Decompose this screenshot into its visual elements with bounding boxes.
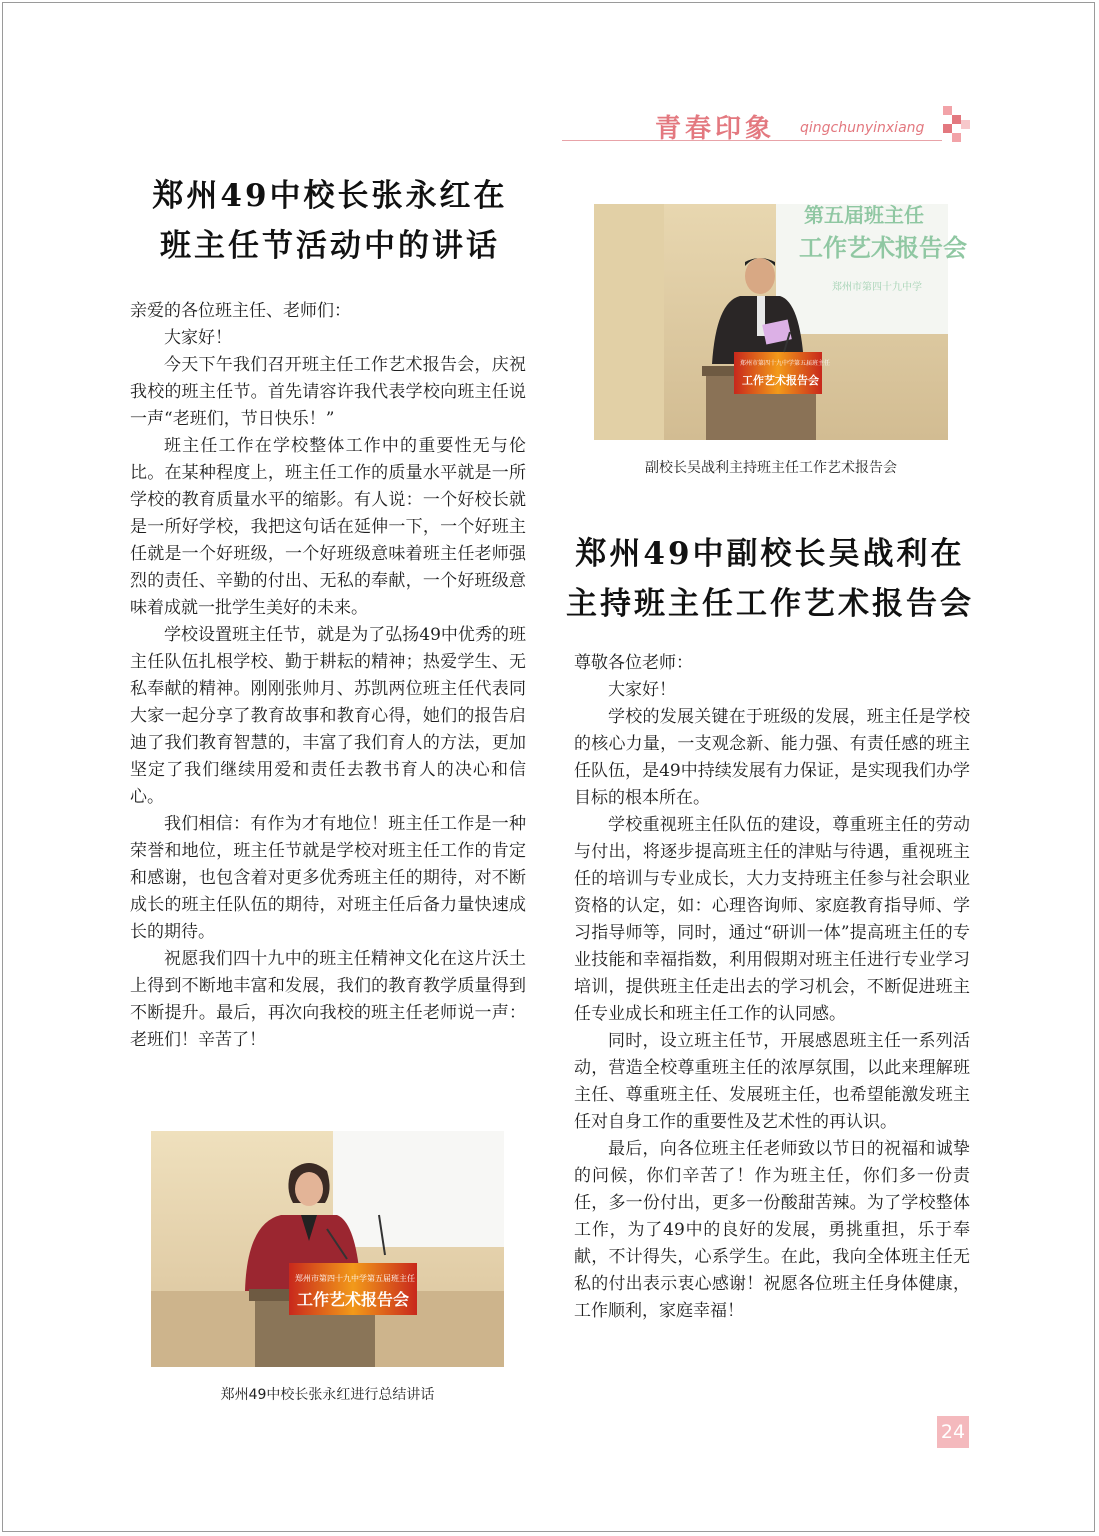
podium-banner-small-text: 郑州市第四十九中学第五届班主任 [295,1274,415,1283]
podium-banner-small-text: 郑州市第四十九中学第五届班主任 [740,360,831,367]
article1-paragraph: 学校设置班主任节，就是为了弘扬49中优秀的班主任队伍扎根学校、勤于耕耘的精神；热爱学生、无私奉献的精神。刚刚张帅月、苏凯两位班主任代表同大家一起分享了教育故事和教育心得，她们的报告启迪了我们教育智慧的，丰富了我们育人的方法，更加坚定了我们继续用爱和责任去教书育人的决心和信心。 [130,625,526,807]
article1-title-line2: 班主任节活动中的讲话 [160,228,500,264]
article1-title-line1: 郑州49中校长张永红在 [152,178,508,214]
podium-banner-text: 工作艺术报告会 [742,374,819,387]
article2-paragraph: 尊敬各位老师： [574,653,693,673]
photo-vice-principal-image [594,203,967,440]
article2-paragraph: 学校重视班主任队伍的建设，尊重班主任的劳动与付出，将逐步提高班主任的津贴与待遇，重视班主任的培训与专业成长，大力支持班主任参与社会职业资格的认定，如：心理咨询师、家庭教育指导师、学习指导师等，同时，通过“研训一体”提高班主任的专业技能和幸福指数，利用假期对班主任进行专业学习培训，提供班主任走出去的学习机会，不断促进班主任专业成长和班主任工作的认同感。 [574,815,970,1024]
article2-title [560,530,980,628]
article1-title [130,172,530,270]
screen-text-line3: 郑州市第四十九中学 [832,282,922,293]
article2-title-line1: 郑州49中副校长吴战利在 [575,536,965,572]
article2-title-line2: 主持班主任工作艺术报告会 [566,586,974,622]
page-number: 24 [937,1416,969,1448]
screen-text-line1: 第五届班主任 [804,203,924,227]
photo-vice-principal-caption: 副校长吴战利主持班主任工作艺术报告会 [645,460,897,476]
photo-principal [151,1131,504,1367]
screen-text-line2: 工作艺术报告会 [799,234,967,262]
photo-vice-principal [594,203,967,440]
article1-paragraph: 祝愿我们四十九中的班主任精神文化在这片沃土上得到不断地丰富和发展，我们的教育教学质量得到不断提升。最后，再次向我校的班主任老师说一声：老班们！辛苦了！ [130,949,526,1050]
article1-paragraph: 亲爱的各位班主任、老师们： [130,301,351,321]
decorative-squares-icon [943,106,969,142]
article2-paragraph: 同时，设立班主任节，开展感恩班主任一系列活动，营造全校尊重班主任的浓厚氛围，以此来理解班主任、尊重班主任、发展班主任，也希望能激发班主任对自身工作的重要性及艺术性的再认识。 [574,1031,970,1132]
section-pinyin: qingchunyinxiang [800,120,925,136]
article2-paragraph: 学校的发展关键在于班级的发展，班主任是学校的核心力量，一支观念新、能力强、有责任感的班主任队伍，是49中持续发展有力保证，是实现我们办学目标的根本所在。 [574,707,970,808]
podium-banner-text: 工作艺术报告会 [297,1290,410,1309]
photo-principal-image [151,1131,504,1367]
photo-principal-caption: 郑州49中校长张永红进行总结讲话 [220,1387,435,1403]
article1-paragraph: 今天下午我们召开班主任工作艺术报告会，庆祝我校的班主任节。首先请容许我代表学校向班主任说一声“老班们，节日快乐！” [130,355,526,429]
article2-paragraph: 最后，向各位班主任老师致以节日的祝福和诚挚的问候，你们辛苦了！作为班主任，你们多一份责任，多一份付出，更多一份酸甜苦辣。为了学校整体工作，为了49中的良好的发展，勇挑重担，乐于奉献，不计得失，心系学生。在此，我向全体班主任无私的付出表示衷心感谢！祝愿各位班主任身体健康，工作顺利，家庭幸福！ [574,1139,970,1321]
article2-paragraph: 大家好！ [608,680,676,700]
section-title: 青春印象 [655,114,776,144]
article1-body [130,298,526,1054]
article1-paragraph: 班主任工作在学校整体工作中的重要性无与伦比。在某种程度上，班主任工作的质量水平就是一所学校的教育质量水平的缩影。有人说：一个好校长就是一所好学校，我把这句话在延伸一下，一个好班主任就是一个好班级，一个好班级意味着班主任老师强烈的责任、辛勤的付出、无私的奉献，一个好班级意味着成就一批学生美好的未来。 [130,436,526,618]
header-rule [562,140,942,141]
article1-paragraph: 我们相信：有作为才有地位！班主任工作是一种荣誉和地位，班主任节就是学校对班主任工作的肯定和感谢，也包含着对更多优秀班主任的期待，对不断成长的班主任队伍的期待，对班主任后备力量快速成长的期待。 [130,814,526,942]
article1-paragraph: 大家好！ [164,328,232,348]
article2-body [574,650,970,1325]
